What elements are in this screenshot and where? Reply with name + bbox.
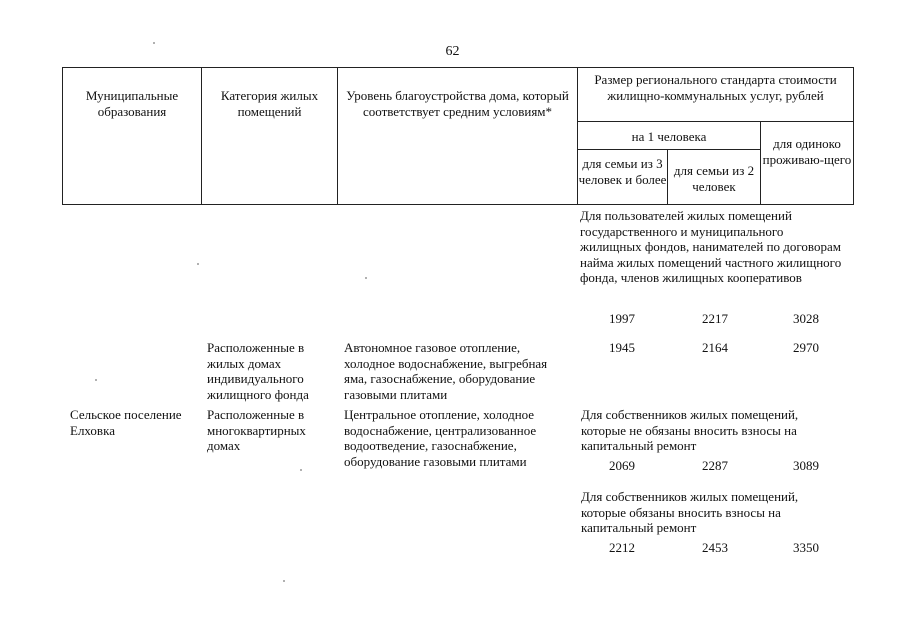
- group2-value-single: 3089: [793, 458, 819, 473]
- header-category: Категория жилых помещений: [220, 88, 319, 119]
- scan-speck: [197, 263, 199, 265]
- group3-caption: Для собственников жилых помещений, которые обязаны вносить взносы на капитальный ремонт: [581, 489, 799, 535]
- header-family3: для семьи из 3 человек и более: [578, 156, 667, 187]
- group1-value-family2: 2217: [702, 311, 728, 326]
- municipality-name: Сельское поселение Елховка: [70, 407, 182, 438]
- group2-value-family3: 2069: [609, 458, 635, 473]
- header-single: для одиноко проживаю-щего: [762, 136, 852, 167]
- header-municipal: Муниципальные образования: [85, 88, 179, 119]
- group3-value-family3: 2212: [609, 540, 635, 555]
- row2-value-family2: 2164: [702, 340, 728, 355]
- group1-value-single: 3028: [793, 311, 819, 326]
- group3-value-single: 3350: [793, 540, 819, 555]
- row2-value-single: 2970: [793, 340, 819, 355]
- scan-speck: [300, 469, 302, 471]
- row2-value-family3: 1945: [609, 340, 635, 355]
- page-number: 62: [445, 44, 460, 59]
- group1-caption: Для пользователей жилых помещений государственного и муниципального жилищных фондов, нанимателей по договорам найма жилых помещений частного жилищного фонда, членов жилищных кооперативов: [580, 208, 842, 285]
- row3-level: Центральное отопление, холодное водоснабжение, централизованное водоотведение, газоснабжение, оборудование газовыми плитами: [344, 407, 537, 469]
- row3-category: Расположенные в многоквартирных домах: [207, 407, 306, 453]
- scan-speck: [95, 379, 97, 381]
- header-family2: для семьи из 2 человек: [673, 163, 755, 194]
- header-level: Уровень благоустройства дома, который соответствует средним условиям*: [346, 88, 569, 119]
- scan-speck: [365, 277, 367, 279]
- header-standard-size: Размер регионального стандарта стоимости жилищно-коммунальных услуг, рублей: [594, 72, 837, 103]
- group3-value-family2: 2453: [702, 540, 728, 555]
- scan-speck: [153, 42, 155, 44]
- group2-caption: Для собственников жилых помещений, которые не обязаны вносить взносы на капитальный ремонт: [581, 407, 799, 453]
- header-per-person: на 1 человека: [631, 129, 707, 144]
- group1-value-family3: 1997: [609, 311, 635, 326]
- group2-value-family2: 2287: [702, 458, 728, 473]
- row2-level: Автономное газовое отопление, холодное водоснабжение, выгребная яма, газоснабжение, оборудование газовыми плитами: [344, 340, 548, 402]
- scan-speck: [283, 580, 285, 582]
- row2-category: Расположенные в жилых домах индивидуального жилищного фонда: [207, 340, 309, 402]
